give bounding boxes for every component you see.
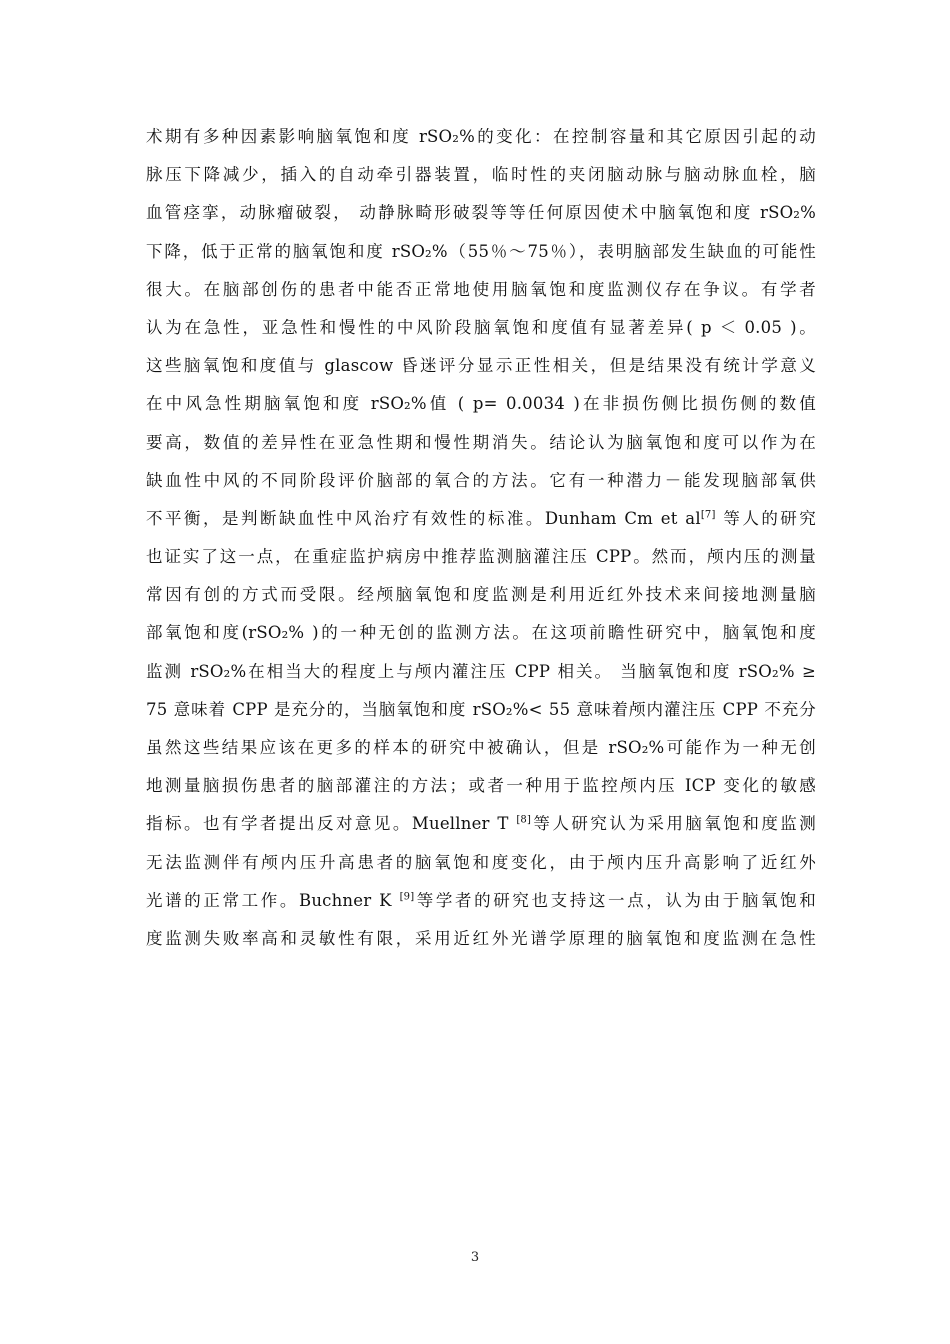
text-line: 虽然这些结果应该在更多的样本的研究中被确认，但是 rSO₂%可能作为一种无创 [146,738,816,757]
text-line: 常因有创的方式而受限。经颅脑氧饱和度监测是利用近红外技术来间接地测量脑 [146,585,816,605]
text-line: 75 意味着 CPP 是充分的，当脑氧饱和度 rSO₂%< 55 意味着颅内灌注压 CPP 不充分 [146,699,816,719]
text-line: 无法监测伴有颅内压升高患者的脑氧饱和度变化，由于颅内压升高影响了近红外 [146,852,816,872]
text-line: 在中风急性期脑氧饱和度 rSO₂%值 ( p= 0.0034 )在非损伤侧比损伤侧的数值 [146,394,816,414]
text-line: 血管痉挛，动脉瘤破裂， 动静脉畸形破裂等等任何原因使术中脑氧饱和度 rSO₂% [146,203,816,223]
text-line: 监测 rSO₂%在相当大的程度上与颅内灌注压 CPP 相关。 当脑氧饱和度 rSO₂% ≥ [146,661,816,681]
text-line: 地测量脑损伤患者的脑部灌注的方法；或者一种用于监控颅内压 ICP 变化的敏感 [146,776,816,796]
text-line: 认为在急性，亚急性和慢性的中风阶段脑氧饱和度值有显著差异( p ＜ 0.05 )。 [146,317,816,337]
text-line: 光谱的正常工作。Buchner K [9]等学者的研究也支持这一点，认为由于脑氧饱和 [146,890,816,910]
text-line: 下降，低于正常的脑氧饱和度 rSO₂%（55％～75％），表明脑部发生缺血的可能性 [146,241,816,261]
text-line: 要高，数值的差异性在亚急性期和慢性期消失。结论认为脑氧饱和度可以作为在 [146,432,816,452]
text-line: 部氧饱和度(rSO₂% )的一种无创的监测方法。在这项前瞻性研究中，脑氧饱和度 [146,623,816,643]
text-line: 指标。也有学者提出反对意见。Muellner T [8]等人研究认为采用脑氧饱和度监测 [146,814,816,834]
text-line: 很大。在脑部创伤的患者中能否正常地使用脑氧饱和度监测仪存在争议。有学者 [146,279,816,299]
text-line: 也证实了这一点，在重症监护病房中推荐监测脑灌注压 CPP。然而，颅内压的测量 [146,547,816,567]
body-text [146,118,816,958]
text-line: 这些脑氧饱和度值与 glascow 昏迷评分显示正性相关，但是结果没有统计学意义 [146,356,816,376]
text-line: 脉压下降减少，插入的自动牵引器装置，临时性的夹闭脑动脉与脑动脉血栓，脑 [146,165,816,185]
text-line: 不平衡，是判断缺血性中风治疗有效性的标准。Dunham Cm et al[7] 等人的研究 [146,508,816,528]
text-line: 缺血性中风的不同阶段评价脑部的氧合的方法。它有一种潜力－能发现脑部氧供 [146,470,816,490]
text-line: 度监测失败率高和灵敏性有限，采用近红外光谱学原理的脑氧饱和度监测在急性 [146,928,816,948]
page-number: 3 [470,1250,480,1265]
text-line: 术期有多种因素影响脑氧饱和度 rSO₂%的变化：在控制容量和其它原因引起的动 [146,127,816,146]
